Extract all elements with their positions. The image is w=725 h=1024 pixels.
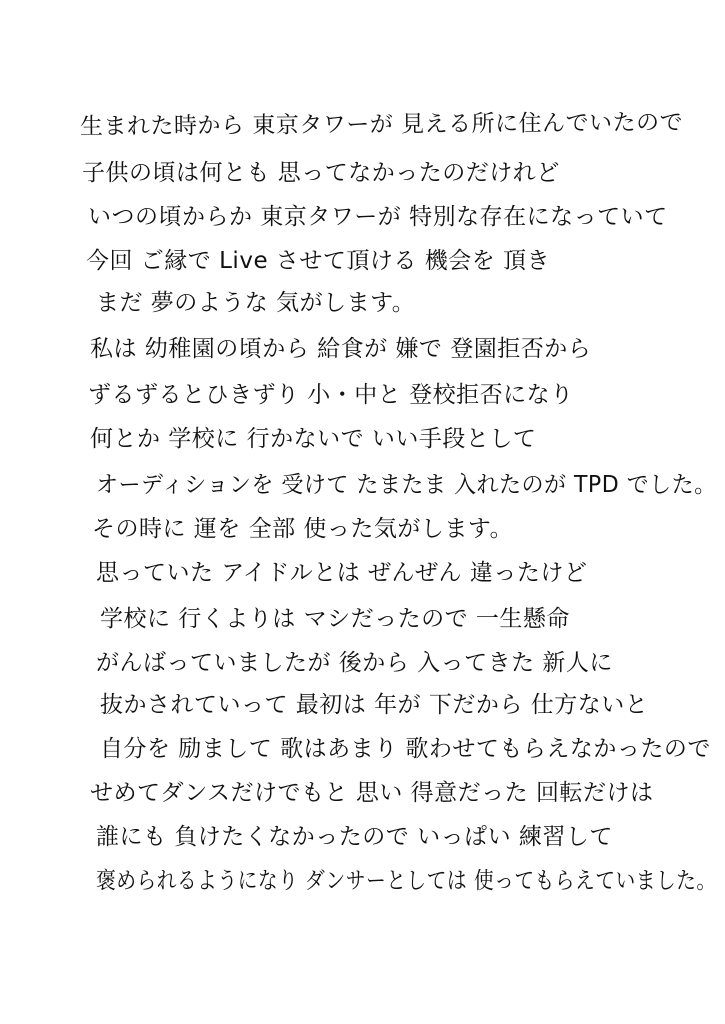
letter-line-16: せめてダンスだけでもと 思い 得意だった 回転だけは [90,780,654,806]
letter-line-18: 褒められるようになり ダンサーとしては 使ってもらえていました。 [96,868,717,894]
letter-line-17: 誰にも 負けたくなかったので いっぱい 練習して [96,824,613,850]
letter-line-15: 自分を 励まして 歌はあまり 歌わせてもらえなかったので [100,736,711,762]
letter-line-13: がんばっていましたが 後から 入ってきた 新人に [96,650,613,676]
letter-line-14: 抜かされていって 最初は 年が 下だから 仕方ないと [100,692,649,718]
letter-line-10: その時に 運を 全部 使った気がします。 [92,516,514,542]
letter-line-2: 子供の頃は何とも 思ってなかったのだけれど [82,160,560,186]
letter-line-12: 学校に 行くよりは マシだったので 一生懸命 [100,606,570,632]
letter-line-5: まだ 夢のような 気がします。 [96,290,416,316]
letter-line-11: 思っていた アイドルとは ぜんぜん 違ったけど [96,560,588,586]
letter-line-1: 生まれた時から 東京タワーが 見える所に住んでいたので [79,109,684,140]
letter-line-8: 何とか 学校に 行かないで いい手段として [90,426,537,452]
letter-line-9: オーディションを 受けて たまたま 入れたのが TPD でした。 [96,472,717,498]
letter-line-3: いつの頃からか 東京タワーが 特別な存在になっていて [88,204,668,230]
letter-line-7: ずるずるとひきずり 小・中と 登校拒否になり [88,382,574,408]
letter-line-4: 今回 ご縁で Live させて頂ける 機会を 頂き [86,248,551,274]
letter-line-6: 私は 幼稚園の頃から 給食が 嫌で 登園拒否から [90,336,592,362]
